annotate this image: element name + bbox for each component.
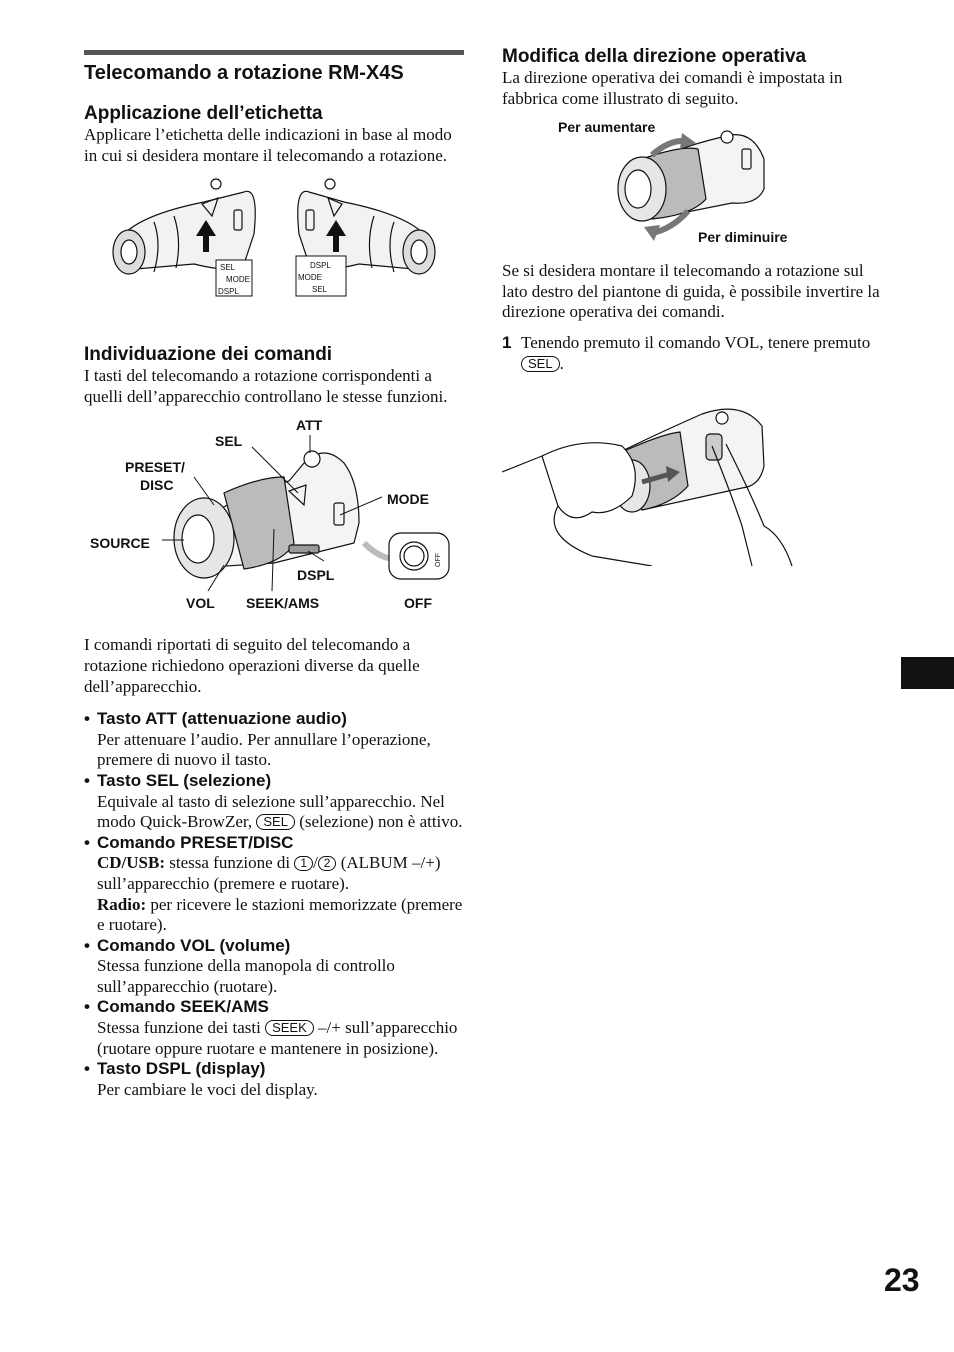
controls-intro: I comandi riportati di seguito del telecomando a rotazione richiedono operazioni diverse da quelle dell’apparecchio. (84, 635, 420, 696)
list-item-preset (84, 833, 464, 936)
step-number: 1 (502, 332, 512, 352)
list-item-sel (84, 771, 464, 833)
label-figure (84, 174, 464, 334)
label-source: SOURCE (90, 535, 150, 552)
label-att: ATT (296, 417, 323, 434)
sticker-left-sel: SEL (220, 263, 236, 273)
remote-label-illustration (84, 174, 464, 334)
label-preset: PRESET/ (125, 459, 185, 476)
key-2: 2 (318, 856, 337, 871)
list-item-dspl (84, 1059, 464, 1100)
sticker-left-dspl: DSPL (218, 287, 239, 297)
vol-title: • Comando VOL (volume) (97, 936, 464, 957)
page-number: 23 (884, 1262, 920, 1298)
label-heading: Applicazione dell’etichetta (84, 103, 323, 124)
seek-text: Stessa funzione dei tasti SEEK –/+ sull’apparecchio (ruotare oppure ruotare e mantenere in posizione). (97, 1018, 458, 1058)
att-title: • Tasto ATT (attenuazione audio) (97, 709, 464, 730)
sel-title: • Tasto SEL (selezione) (97, 771, 464, 792)
section-title: Telecomando a rotazione RM-X4S (84, 62, 404, 84)
sticker-left-mode: MODE (226, 275, 250, 285)
step-sel-key: SEL (521, 356, 560, 372)
step-text: Tenendo premuto il comando VOL, tenere premuto SEL . (521, 332, 871, 373)
hand-figure (502, 386, 882, 566)
dspl-title: • Tasto DSPL (display) (97, 1059, 464, 1080)
label-vol: VOL (186, 595, 215, 612)
direction-heading: Modifica della direzione operativa (502, 46, 807, 67)
section-rule (84, 50, 464, 55)
label-disc: DISC (140, 477, 174, 494)
controls-text: I tasti del telecomando a rotazione corrispondenti a quelli dell’apparecchio controllano le stesse funzioni. (84, 366, 448, 406)
vol-text: Stessa funzione della manopola di controllo sull’apparecchio (ruotare). (97, 956, 395, 996)
left-column (84, 50, 464, 1100)
list-item-seek (84, 997, 464, 1059)
chapter-tab (901, 657, 954, 689)
right-column (502, 46, 882, 566)
direction-text-2: Se si desidera montare il telecomando a rotazione sul lato destro del piantone di guida, è possibile invertire la direzione operativa dei comandi. (502, 261, 880, 322)
direction-text: La direzione operativa dei comandi è impostata in fabbrica come illustrato di seguito. (502, 68, 843, 108)
seek-title: • Comando SEEK/AMS (97, 997, 464, 1018)
preset-cd-text: CD/USB: stessa funzione di 1 / 2 (ALBUM –/+) sull’apparecchio (premere e ruotare). (97, 853, 441, 893)
label-increase: Per aumentare (558, 119, 656, 136)
label-off: OFF (404, 595, 432, 612)
label-text: Applicare l’etichetta delle indicazioni in base al modo in cui si desidera montare il telecomando a rotazione. (84, 125, 452, 165)
list-item-vol (84, 936, 464, 998)
att-text: Per attenuare l’audio. Per annullare l’operazione, premere di nuovo il tasto. (97, 729, 431, 770)
sticker-right-mode: MODE (298, 273, 322, 283)
label-dspl: DSPL (297, 567, 335, 584)
controls-heading: Individuazione dei comandi (84, 344, 333, 366)
sel-text: Equivale al tasto di selezione sull’apparecchio. Nel modo Quick-BrowZer, SEL (selezione) non è attivo. (97, 791, 463, 832)
seek-key: SEEK (265, 1020, 314, 1036)
rotation-direction-illustration (502, 119, 882, 255)
sel-key: SEL (256, 814, 295, 830)
sticker-right-dspl: DSPL (310, 261, 331, 271)
hand-pressing-remote-illustration (502, 386, 882, 566)
preset-title: • Comando PRESET/DISC (97, 833, 464, 854)
label-seek: SEEK/AMS (246, 595, 320, 612)
controls-figure (84, 413, 464, 629)
direction-figure (502, 119, 882, 255)
label-mode: MODE (387, 491, 429, 508)
list-item-att (84, 709, 464, 771)
dspl-text: Per cambiare le voci del display. (97, 1079, 318, 1099)
key-1: 1 (294, 856, 313, 871)
step-1 (502, 333, 882, 374)
label-decrease: Per diminuire (698, 229, 788, 246)
label-off-switch: OFF (435, 553, 442, 568)
sticker-right-sel: SEL (312, 285, 328, 295)
preset-radio-text: Radio: per ricevere le stazioni memorizzate (premere e ruotare). (97, 894, 463, 935)
label-sel: SEL (215, 433, 243, 450)
controls-list (84, 709, 464, 1100)
